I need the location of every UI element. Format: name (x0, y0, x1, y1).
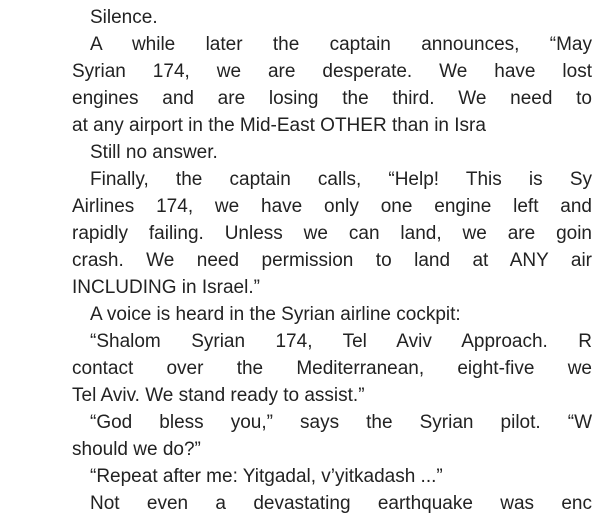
body-text-line: rapidly failing. Unless we can land, we are goin (72, 223, 592, 244)
body-text-line: Syrian 174, we are desperate. We have lost (72, 61, 592, 82)
body-text-line: Still no answer. (90, 142, 218, 163)
body-text-line: “God bless you,” says the Syrian pilot. “W (90, 412, 592, 433)
body-text-line: A while later the captain announces, “May (90, 34, 592, 55)
body-text-line: crash. We need permission to land at ANY air (72, 250, 592, 271)
body-text-line: engines and are losing the third. We need to (72, 88, 592, 109)
body-text-line: Tel Aviv. We stand ready to assist.” (72, 385, 365, 406)
body-text-line: Silence. (90, 7, 158, 28)
body-text-line: Not even a devastating earthquake was enc (90, 493, 592, 514)
body-text-line: should we do?” (72, 439, 201, 460)
body-text-line: “Repeat after me: Yitgadal, v’yitkadash ...” (90, 466, 443, 487)
body-text-line: Finally, the captain calls, “Help! This is Sy (90, 169, 592, 190)
body-text-line: A voice is heard in the Syrian airline cockpit: (90, 304, 461, 325)
body-text-line: INCLUDING in Israel.” (72, 277, 260, 298)
body-text-line: contact over the Mediterranean, eight-five we (72, 358, 592, 379)
body-text-line: “Shalom Syrian 174, Tel Aviv Approach. R (90, 331, 592, 352)
body-text-line: Airlines 174, we have only one engine left and (72, 196, 592, 217)
body-text-line: at any airport in the Mid-East OTHER than in Isra (72, 115, 486, 136)
